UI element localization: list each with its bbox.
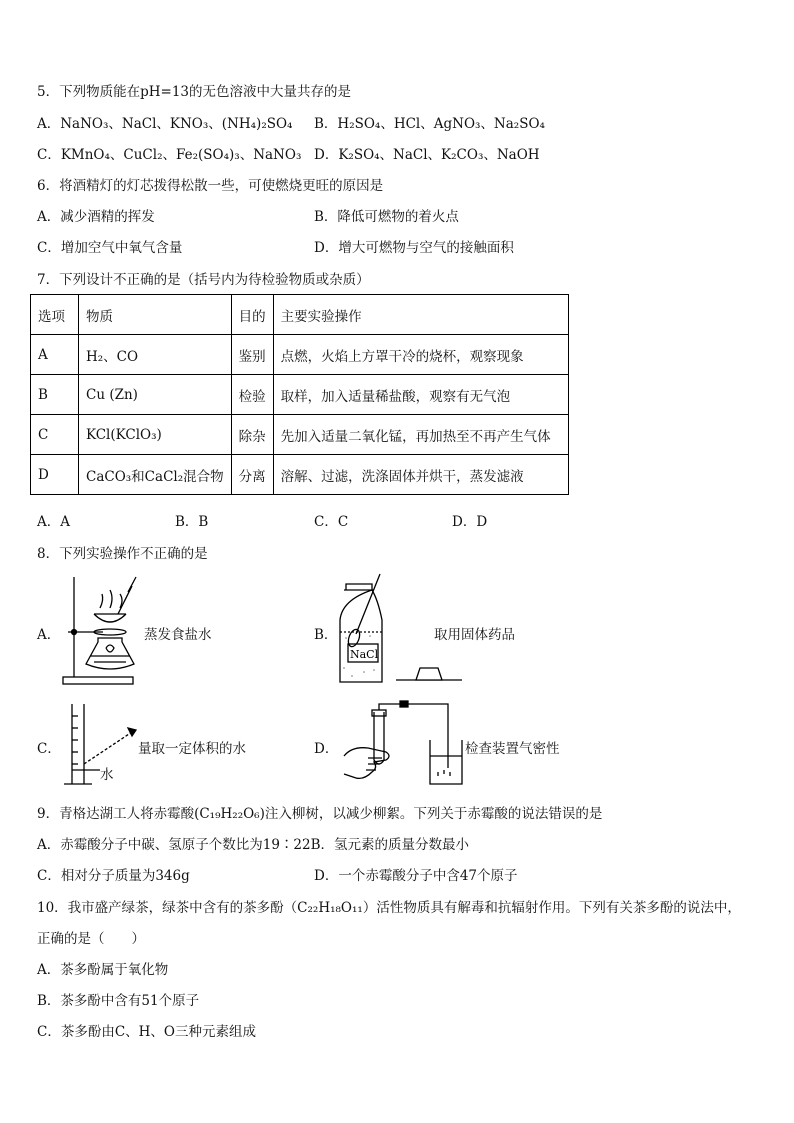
q10-option-a: A．茶多酚属于氧化物: [37, 962, 169, 978]
q6-option-a: A．减少酒精的挥发: [37, 209, 155, 225]
table-cell: CaCO₃和CaCl₂混合物: [79, 455, 232, 495]
q5-option-b: B．H₂SO₄、HCl、AgNO₃、Na₂SO₄: [314, 116, 545, 132]
q8-stem: 8．下列实验操作不正确的是: [37, 546, 208, 562]
q9-option-ab: A．赤霉酸分子中碳、氢原子个数比为19∶22B．氢元素的质量分数最小: [37, 837, 470, 853]
q8-option-d-letter: D．: [314, 741, 339, 757]
q8-option-c-letter: C．: [37, 741, 61, 757]
table-cell: Cu (Zn): [79, 375, 232, 415]
table-cell: KCl(KClO₃): [79, 415, 232, 455]
table-cell: 鉴别: [231, 335, 273, 375]
q5-option-c: C．KMnO₄、CuCl₂、Fe₂(SO₄)₃、NaNO₃: [37, 147, 302, 163]
jar-label-text: NaCl: [350, 648, 379, 661]
evaporation-apparatus-figure: [58, 572, 148, 690]
q10-stem-line1: 10．我市盛产绿茶，绿茶中含有的茶多酚（C₂₂H₁₈O₁₁）活性物质具有解毒和抗辐射作用。下列有关茶多酚的说法中，: [37, 900, 741, 916]
q6-option-d: D．增大可燃物与空气的接触面积: [314, 240, 514, 256]
q6-stem: 6．将酒精灯的灯芯拨得松散一些，可使燃烧更旺的原因是: [37, 178, 384, 194]
table-cell: 取样，加入适量稀盐酸，观察有无气泡: [273, 375, 568, 415]
q6-option-b: B．降低可燃物的着火点: [314, 209, 459, 225]
q5-option-d: D．K₂SO₄、NaCl、K₂CO₃、NaOH: [314, 147, 540, 163]
q10-stem-line2: 正确的是（ ）: [37, 931, 145, 947]
q8-option-d-label: 检查装置气密性: [465, 741, 560, 757]
table-header-row: [31, 295, 569, 335]
airtightness-check-figure: [338, 698, 466, 790]
table-cell: 分离: [231, 455, 273, 495]
q7-table: [30, 294, 569, 495]
q5-option-a: A．NaNO₃、NaCl、KNO₃、(NH₄)₂SO₄: [37, 116, 293, 132]
q6-option-c: C．增加空气中氧气含量: [37, 240, 183, 256]
q8-option-c-water-label: 水: [100, 767, 114, 783]
q7-stem: 7．下列设计不正确的是（括号内为待检验物质或杂质）: [37, 272, 370, 288]
q9-option-c: C．相对分子质量为346g: [37, 868, 190, 884]
table-header-cell: 主要实验操作: [273, 295, 568, 335]
q10-option-c: C．茶多酚由C、H、O三种元素组成: [37, 1024, 256, 1040]
table-cell: C: [31, 415, 79, 455]
table-row: [31, 375, 569, 415]
q7-option-b: B．B: [175, 514, 209, 530]
table-header-cell: 选项: [31, 295, 79, 335]
q7-option-d: D．D: [452, 514, 488, 530]
q7-option-a: A．A: [37, 514, 70, 530]
q8-option-c-label: 量取一定体积的水: [138, 741, 246, 757]
table-row: [31, 415, 569, 455]
table-cell: 点燃，火焰上方罩干冷的烧杯，观察现象: [273, 335, 568, 375]
table-cell: 除杂: [231, 415, 273, 455]
table-cell: 检验: [231, 375, 273, 415]
table-cell: H₂、CO: [79, 335, 232, 375]
table-header-cell: 目的: [231, 295, 273, 335]
q10-option-b: B．茶多酚中含有51个原子: [37, 993, 200, 1009]
table-cell: B: [31, 375, 79, 415]
table-cell: A: [31, 335, 79, 375]
q8-option-a-label: 蒸发食盐水: [144, 627, 212, 643]
table-cell: 先加入适量二氧化锰，再加热至不再产生气体: [273, 415, 568, 455]
q9-stem: 9．青格达湖工人将赤霉酸(C₁₉H₂₂O₆)注入柳树，以减少柳絮。下列关于赤霉酸的说法错误的是: [37, 806, 603, 822]
q9-option-d: D．一个赤霉酸分子中含47个原子: [314, 868, 518, 884]
q8-option-b-label: 取用固体药品: [434, 627, 515, 643]
table-row: [31, 455, 569, 495]
table-cell: 溶解、过滤，洗涤固体并烘干，蒸发滤液: [273, 455, 568, 495]
table-header-cell: 物质: [79, 295, 232, 335]
q5-stem: 5．下列物质能在pH=13的无色溶液中大量共存的是: [37, 84, 351, 100]
q8-option-b-letter: B．: [314, 627, 338, 643]
q8-option-a-letter: A．: [37, 627, 61, 643]
q7-option-c: C．C: [314, 514, 349, 530]
table-row: [31, 335, 569, 375]
table-cell: D: [31, 455, 79, 495]
